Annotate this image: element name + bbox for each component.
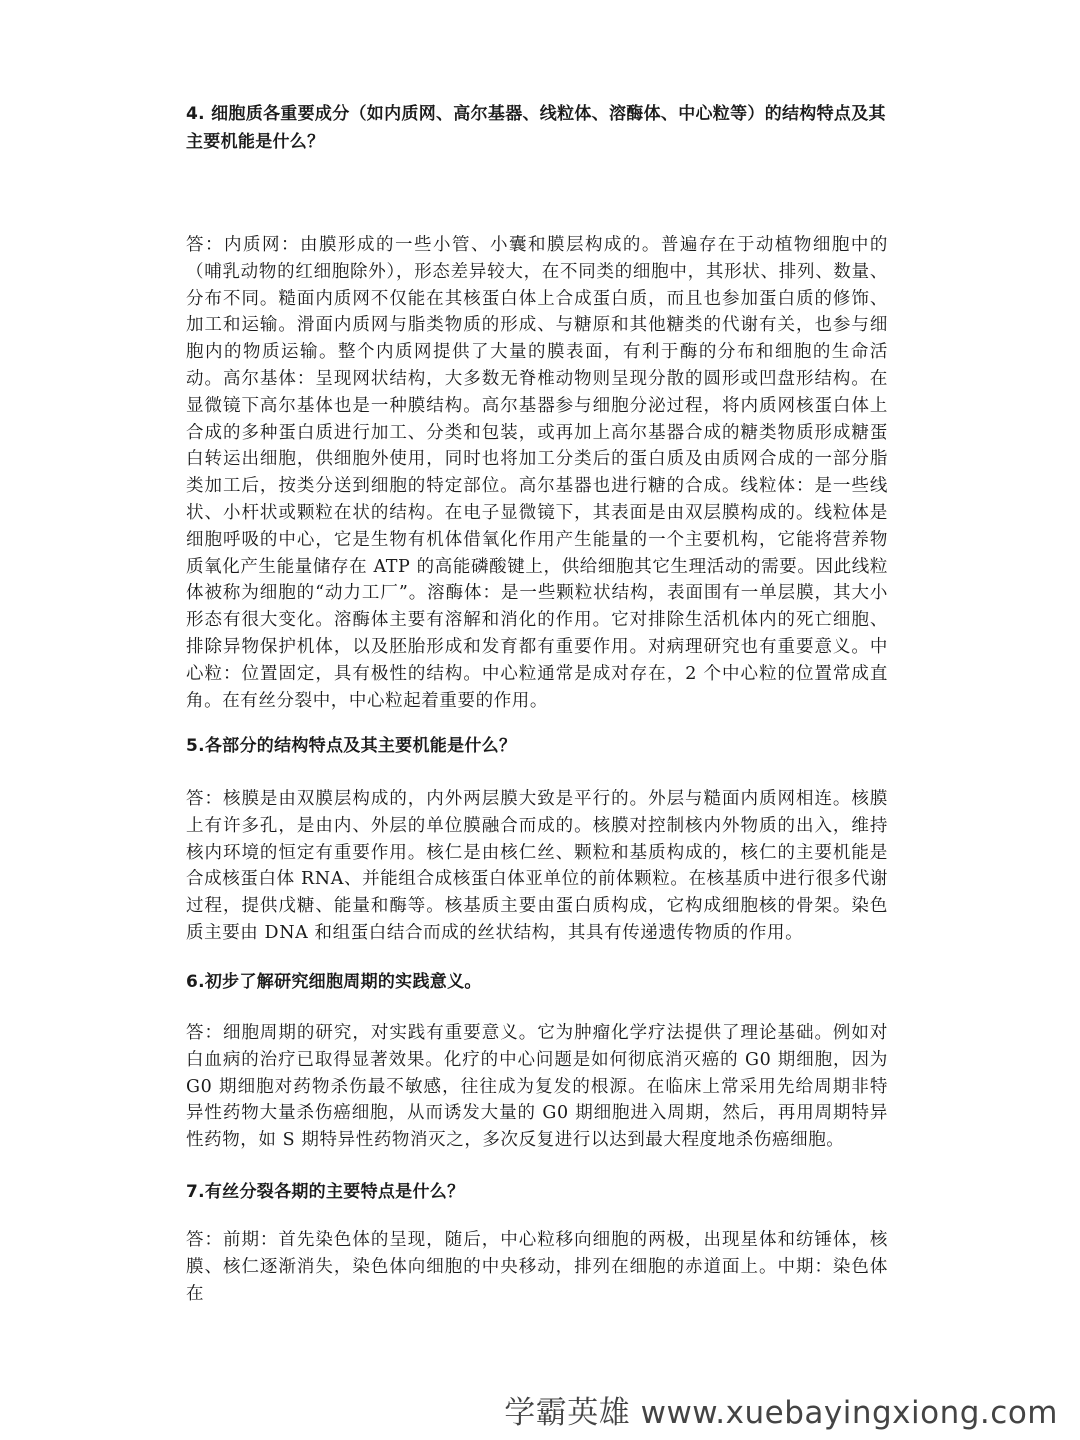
question-7-heading: 7.有丝分裂各期的主要特点是什么？	[186, 1182, 465, 1202]
question-5-answer: 答：核膜是由双膜层构成的，内外两层膜大致是平行的。外层与糙面内质网相连。核膜上有许多孔，是由内、外层的单位膜融合而成的。核膜对控制核内外物质的出入，维持核内环境的恒定有重要作用。核仁是由核仁丝、颗粒和基质构成的，核仁的主要机能是合成核蛋白体 RNA、并能组合成核蛋白体亚单位的前体颗粒。在核基质中进行很多代谢过程，提供戊糖、能量和酶等。核基质主要由蛋白质构成，它构成细胞核的骨架。染色质主要由 DNA 和组蛋白结合而成的丝状结构，其具有传递遗传物质的作用。	[186, 789, 888, 943]
question-5-heading: 5.各部分的结构特点及其主要机能是什么？	[186, 736, 517, 756]
question-6-heading: 6.初步了解研究细胞周期的实践意义。	[186, 972, 482, 992]
question-4-heading: 4. 细胞质各重要成分（如内质网、高尔基器、线粒体、溶酶体、中心粒等）的结构特点及其主要机能是什么？	[186, 104, 886, 152]
question-4-answer: 答：内质网：由膜形成的一些小管、小囊和膜层构成的。普遍存在于动植物细胞中的（哺乳动物的红细胞除外），形态差异较大，在不同类的细胞中，其形状、排列、数量、分布不同。糙面内质网不仅能在其核蛋白体上合成蛋白质，而且也参加蛋白质的修饰、加工和运输。滑面内质网与脂类物质的形成、与糖原和其他糖类的代谢有关，也参与细胞内的物质运输。整个内质网提供了大量的膜表面，有利于酶的分布和细胞的生命活动。高尔基体：呈现网状结构，大多数无脊椎动物则呈现分散的圆形或凹盘形结构。在显微镜下高尔基体也是一种膜结构。高尔基器参与细胞分泌过程，将内质网核蛋白体上合成的多种蛋白质进行加工、分类和包装，或再加上高尔基器合成的糖类物质形成糖蛋白转运出细胞，供细胞外使用，同时也将加工分类后的蛋白质及由质网合成的一部分脂类加工后，按类分送到细胞的特定部位。高尔基器也进行糖的合成。线粒体：是一些线状、小杆状或颗粒在状的结构。在电子显微镜下，其表面是由双层膜构成的。线粒体是细胞呼吸的中心，它是生物有机体借氧化作用产生能量的一个主要机构，它能将营养物质氧化产生能量储存在 ATP 的高能磷酸键上，供给细胞其它生理活动的需要。因此线粒体被称为细胞的“动力工厂”。溶酶体：是一些颗粒状结构，表面围有一单层膜，其大小形态有很大变化。溶酶体主要有溶解和消化的作用。它对排除生活机体内的死亡细胞、排除异物保护机体，以及胚胎形成和发育都有重要作用。对病理研究也有重要意义。中心粒：位置固定，具有极性的结构。中心粒通常是成对存在，2 个中心粒的位置常成直角。在有丝分裂中，中心粒起着重要的作用。	[186, 235, 888, 711]
site-watermark: 学霸英雄 www.xuebayingxiong.com	[504, 1395, 1058, 1431]
question-6-answer: 答：细胞周期的研究，对实践有重要意义。它为肿瘤化学疗法提供了理论基础。例如对白血病的治疗已取得显著效果。化疗的中心问题是如何彻底消灭癌的 G0 期细胞，因为 G0 期细胞对药物杀伤最不敏感，往往成为复发的根源。在临床上常采用先给周期非特异性药物大量杀伤癌细胞，从而诱发大量的 G0 期细胞进入周期，然后，再用周期特异性药物，如 S 期特异性药物消灭之，多次反复进行以达到最大程度地杀伤癌细胞。	[186, 1023, 888, 1151]
question-7-answer: 答：前期：首先染色体的呈现，随后，中心粒移向细胞的两极，出现星体和纺锤体，核膜、核仁逐渐消失，染色体向细胞的中央移动，排列在细胞的赤道面上。中期：染色体在	[186, 1230, 888, 1304]
